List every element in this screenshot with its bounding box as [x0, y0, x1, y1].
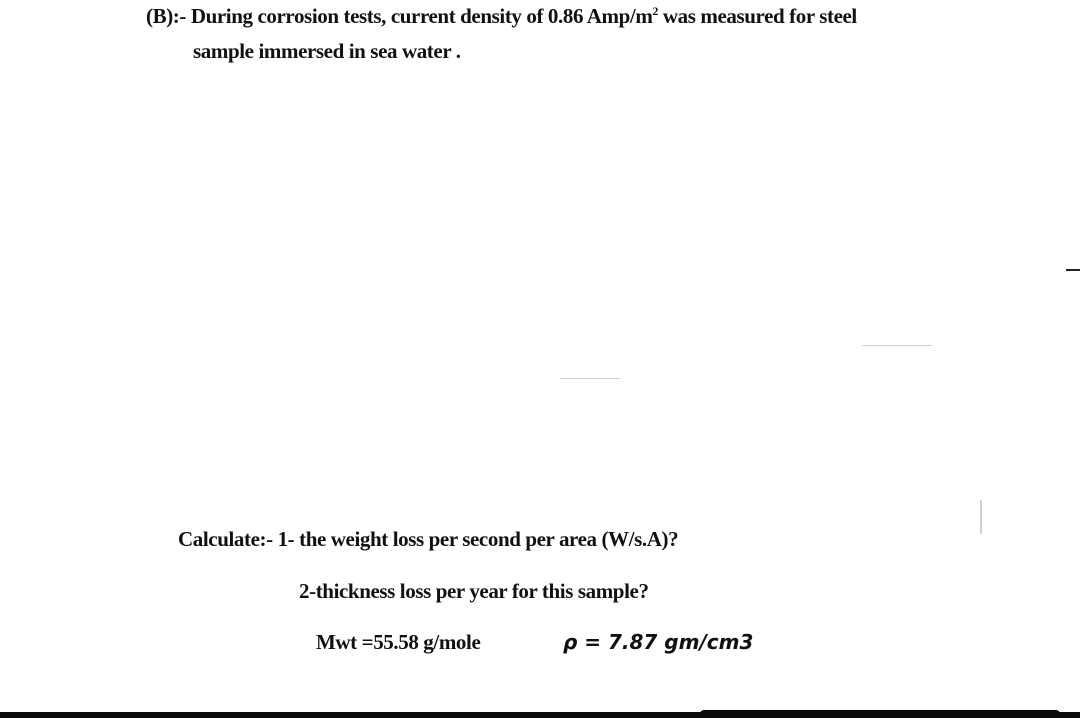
- problem-text-part-b: was measured for steel: [658, 4, 857, 28]
- unit-exponent: 2: [652, 4, 659, 18]
- problem-statement-line-1: [146, 6, 857, 27]
- problem-statement-line-2: sample immersed in sea water .: [193, 39, 461, 63]
- density-given: ρ = 7.87 gm/cm3: [563, 630, 754, 654]
- molar-mass-given: Mwt =55.58 g/mole: [316, 630, 481, 654]
- bottom-edge-bar: [0, 712, 1080, 718]
- calculate-question-2: 2-thickness loss per year for this sample?: [299, 579, 649, 603]
- problem-text-part-a: (B):- During corrosion tests, current density of 0.86 Amp/m: [146, 4, 653, 28]
- scan-speck: [560, 378, 620, 379]
- calculate-question-1: Calculate:- 1- the weight loss per second per area (W/s.A)?: [178, 527, 679, 551]
- scan-speck: [980, 500, 982, 534]
- scan-speck: [862, 345, 932, 346]
- right-edge-mark: [1066, 269, 1080, 271]
